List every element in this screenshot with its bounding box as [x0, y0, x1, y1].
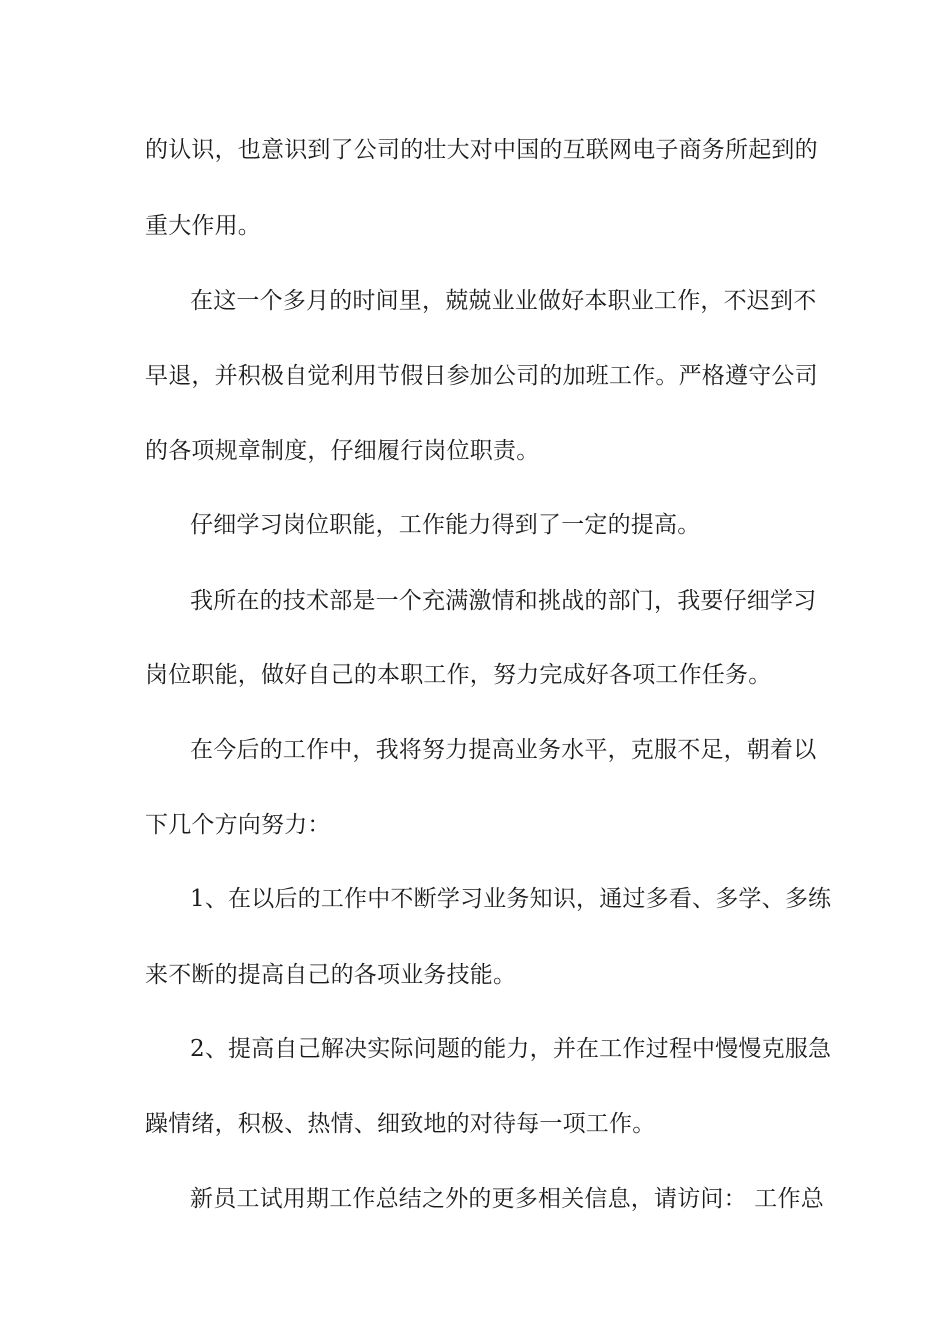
- list-item-first-line: 1、在以后的工作中不断学习业务知识，通过多看、多学、多练: [190, 886, 832, 912]
- list-item-first-line: 2、提高自己解决实际问题的能力，并在工作过程中慢慢克服急: [190, 1036, 832, 1062]
- paragraph-first-line: 新员工试用期工作总结之外的更多相关信息，请访问： 工作总: [190, 1186, 824, 1212]
- text-line: 重大作用。: [145, 213, 261, 239]
- text-line: 躁情绪，积极、热情、细致地的对待每一项工作。: [145, 1111, 656, 1137]
- text-line: 岗位职能，做好自己的本职工作，努力完成好各项工作任务。: [145, 662, 772, 688]
- text-line: 下几个方向努力：: [145, 812, 331, 838]
- paragraph-first-line: 在今后的工作中，我将努力提高业务水平，克服不足，朝着以: [190, 737, 817, 763]
- text-line: 的各项规章制度，仔细履行岗位职责。: [145, 438, 540, 464]
- text-line: 的认识，也意识到了公司的壮大对中国的互联网电子商务所起到的: [145, 137, 818, 163]
- text-line: 早退，并积极自觉利用节假日参加公司的加班工作。严格遵守公司: [145, 363, 818, 389]
- paragraph-first-line: 我所在的技术部是一个充满激情和挑战的部门，我要仔细学习: [190, 588, 817, 614]
- paragraph-first-line: 仔细学习岗位职能，工作能力得到了一定的提高。: [190, 512, 701, 538]
- text-line: 来不断的提高自己的各项业务技能。: [145, 962, 517, 988]
- paragraph-first-line: 在这一个多月的时间里，兢兢业业做好本职业工作，不迟到不: [190, 288, 817, 314]
